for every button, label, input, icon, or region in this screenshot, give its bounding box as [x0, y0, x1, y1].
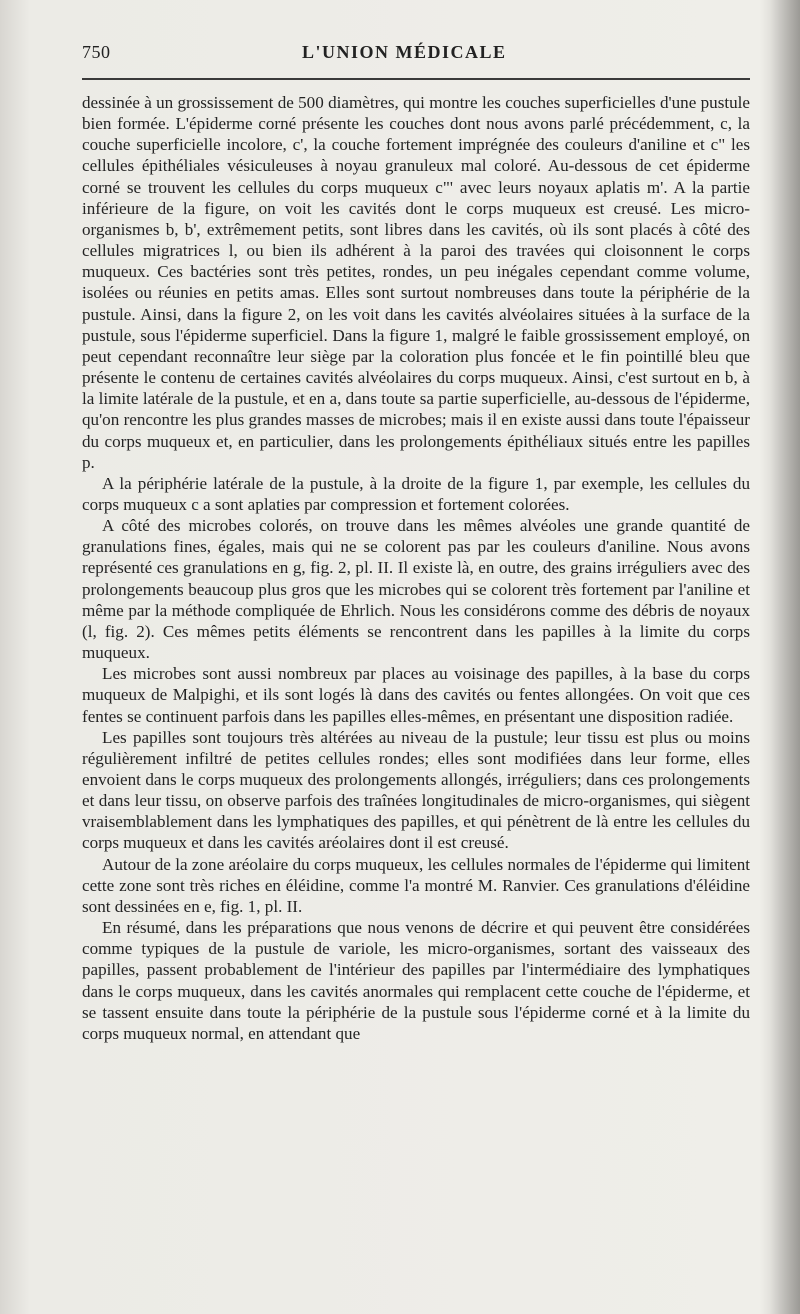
- journal-title: L'UNION MÉDICALE: [302, 42, 507, 62]
- paragraph-6: Autour de la zone aréolaire du corps muqueux, les cellules normales de l'épiderme qui limitent cette zone sont très riches en éléidine, comme l'a montré M. Ranvier. Ces granulations d'éléidine sont dessinées en e, fig. 1, pl. II.: [82, 854, 750, 916]
- paragraph-5: Les papilles sont toujours très altérées au niveau de la pustule; leur tissu est plus ou moins régulièrement infiltré de petites cellules rondes; elles sont modifiées dans leur forme, elles envoient dans le corps muqueux des prolongements allongés, irréguliers; dans ces prolongements et dans leur tissu, on observe parfois des traînées longitudinales de micro-organismes, qui siègent vraisemblablement dans les lymphatiques des papilles, et qui pénètrent de là entre les cellules du corps muqueux et dans les cavités aréolaires dont il est creusé.: [82, 727, 750, 853]
- paragraph-3: A côté des microbes colorés, on trouve dans les mêmes alvéoles une grande quantité de granulations fines, égales, mais qui ne se colorent pas par les couleurs d'aniline. Nous avons représenté ces granulations en g, fig. 2, pl. II. Il existe là, en outre, des grains irréguliers avec des prolongements beaucoup plus gros que les microbes qui se colorent très fortement par l'aniline et même par la méthode compliquée de Ehrlich. Nous les considérons comme des débris de noyaux (l, fig. 2). Ces mêmes petits éléments se rencontrent dans les papilles à la limite du corps muqueux.: [82, 516, 750, 663]
- paragraph-7: En résumé, dans les préparations que nous venons de décrire et qui peuvent être considérées comme typiques de la pustule de variole, les micro-organismes, sortant des vaisseaux des papilles, passent probablement de l'intérieur des papilles par l'intermédiaire des lymphatiques dans le corps muqueux, dans les cavités anormales qui remplacent cette couche de l'épiderme, et se tassent ensuite dans toute la périphérie de la pustule sous l'épiderme corné et à la limite du corps muqueux normal, en attendant que: [82, 918, 750, 1043]
- page-number: 750: [82, 42, 111, 62]
- running-header: [82, 42, 750, 72]
- header-rule: [82, 78, 750, 80]
- paragraph-1: dessinée à un grossissement de 500 diamètres, qui montre les couches superficielles d'une pustule bien formée. L'épiderme corné présente les couches dont nous avons parlé précédemment, c, la couche superficielle incolore, c', la couche fortement imprégnée des couleurs d'aniline et c" les cellules épithéliales vésiculeuses à noyau granuleux mal coloré. Au-dessous de cet épiderme corné se trouvent les cellules du corps muqueux c"' avec leurs noyaux aplatis m'. A la partie inférieure de la figure, on voit les cavités dont le corps muqueux est creusé. Les micro-organismes b, b', extrêmement petits, sont libres dans les cavités, où ils sont placés à côté des cellules migratrices l, ou bien ils adhérent à la paroi des travées qui cloisonnent le corps muqueux. Ces bactéries sont très petites, rondes, un peu inégales cependant comme volume, isolées ou réunies en petits amas. Elles sont surtout nombreuses dans toute la périphérie de la pustule. Ainsi, dans la figure 2, on les voit dans les cavités alvéolaires situées à la surface de la pustule, sous l'épiderme superficiel. Dans la figure 1, malgré le faible grossissement employé, on peut cependant reconnaître leur siège par la coloration plus foncée et le fin pointillé bleu que présente le contenu de certaines cavités alvéolaires du corps muqueux. Ainsi, c'est surtout en b, à la limite latérale de la pustule, et en a, dans toute sa partie superficielle, au-dessous de l'épiderme, qu'on rencontre les plus grandes masses de microbes; mais il en existe aussi dans toute l'épaisseur du corps muqueux et, en particulier, dans les prolongements épithéliaux situés entre les papilles p.: [82, 93, 750, 472]
- article-body: [82, 92, 750, 1044]
- paragraph-2: A la périphérie latérale de la pustule, à la droite de la figure 1, par exemple, les cellules du corps muqueux c a sont aplaties par compression et fortement colorées.: [82, 473, 750, 514]
- page-edge-shadow: [770, 0, 800, 1314]
- paragraph-4: Les microbes sont aussi nombreux par places au voisinage des papilles, à la base du corps muqueux de Malpighi, et ils sont logés là dans des cavités ou fentes allongées. On voit que ces fentes se continuent parfois dans les papilles elles-mêmes, en présentant une disposition radiée.: [82, 664, 750, 726]
